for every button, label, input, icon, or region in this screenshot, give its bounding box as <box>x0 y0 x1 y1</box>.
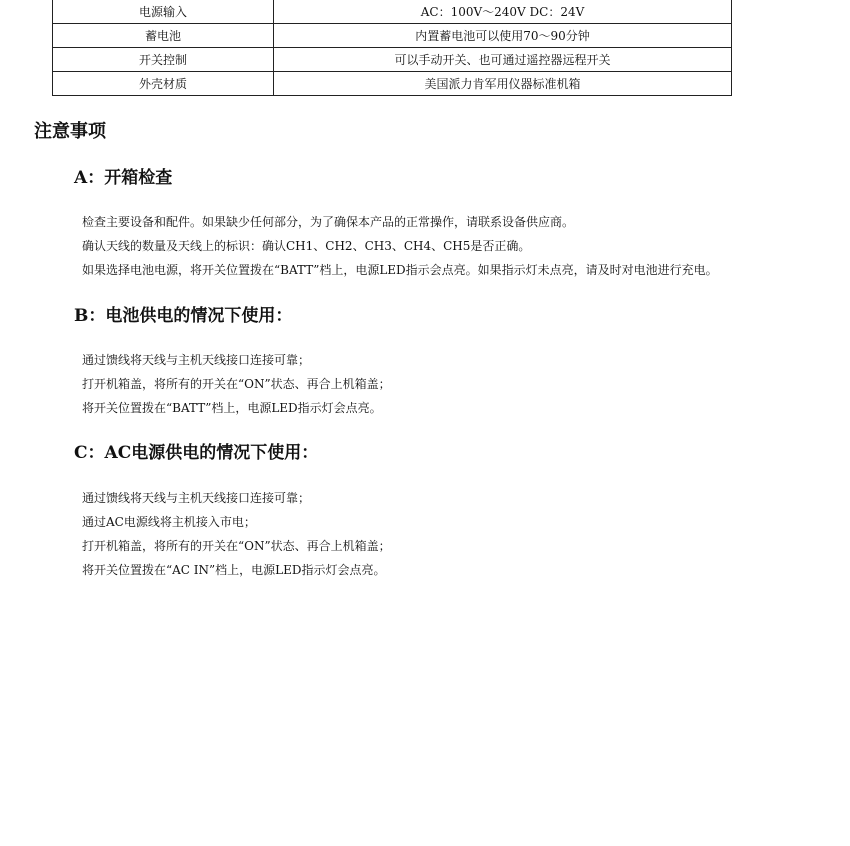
row-value: AC：100V～240V DC：24V <box>274 0 732 24</box>
paragraph-line: 打开机箱盖，将所有的开关在“ON”状态、再合上机箱盖； <box>82 377 391 391</box>
paragraph-line: 如果选择电池电源，将开关位置拨在“BATT”档上，电源LED指示会点亮。如果指示灯未点亮，请及时对电池进行充电。 <box>82 263 718 277</box>
table-row <box>53 48 732 72</box>
spec-table <box>52 0 732 96</box>
heading-b: B：电池供电的情况下使用： <box>74 306 293 326</box>
row-label: 外壳材质 <box>53 72 274 96</box>
row-value: 可以手动开关、也可通过遥控器远程开关 <box>274 48 732 72</box>
paragraph-line: 将开关位置拨在“AC IN”档上，电源LED指示灯会点亮。 <box>82 563 386 577</box>
paragraph-line: 打开机箱盖，将所有的开关在“ON”状态、再合上机箱盖； <box>82 539 391 553</box>
row-value: 美国派力肯军用仪器标准机箱 <box>274 72 732 96</box>
paragraph-line: 通过馈线将天线与主机天线接口连接可靠； <box>82 491 311 505</box>
paragraph-line: 通过馈线将天线与主机天线接口连接可靠； <box>82 353 311 367</box>
paragraph-line: 将开关位置拨在“BATT”档上，电源LED指示灯会点亮。 <box>82 401 382 415</box>
paragraph-line: 确认天线的数量及天线上的标识：确认CH1、CH2、CH3、CH4、CH5是否正确。 <box>82 239 531 253</box>
row-label: 电源输入 <box>53 0 274 24</box>
section-title: 注意事项 <box>34 121 106 142</box>
paragraph-line: 通过AC电源线将主机接入市电； <box>82 515 256 529</box>
table-row <box>53 72 732 96</box>
heading-a: A：开箱检查 <box>74 168 173 188</box>
table-row <box>53 0 732 24</box>
table-row <box>53 24 732 48</box>
heading-c: C：AC电源供电的情况下使用： <box>74 443 319 463</box>
row-label: 蓄电池 <box>53 24 274 48</box>
paragraph-line: 检查主要设备和配件。如果缺少任何部分，为了确保本产品的正常操作，请联系设备供应商。 <box>82 215 575 229</box>
row-label: 开关控制 <box>53 48 274 72</box>
row-value: 内置蓄电池可以使用70～90分钟 <box>274 24 732 48</box>
